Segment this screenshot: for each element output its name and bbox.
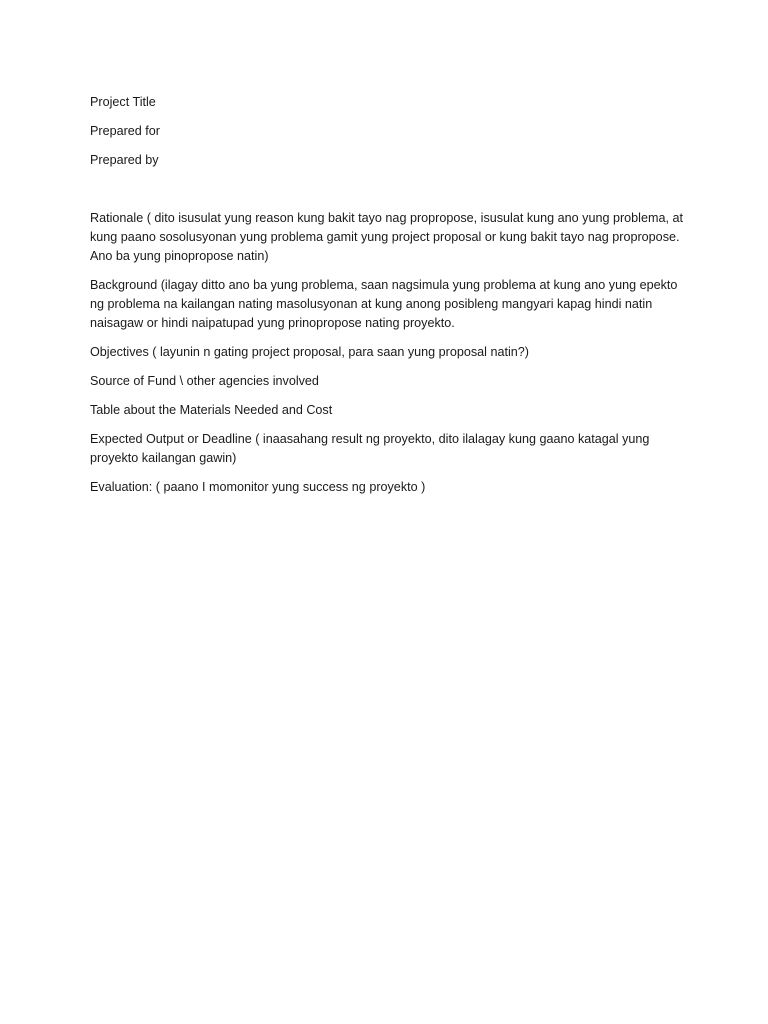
expected-output-paragraph: Expected Output or Deadline ( inaasahang result ng proyekto, dito ilalagay kung gaano katagal yung proyekto kailangan gawin) [90, 432, 650, 465]
objectives-paragraph: Objectives ( layunin n gating project proposal, para saan yung proposal natin?) [90, 345, 529, 359]
document-content [90, 93, 686, 507]
header-block [90, 93, 686, 170]
rationale-paragraph: Rationale ( dito isusulat yung reason kung bakit tayo nag propropose, isusulat kung ano yung problema, at kung paano sosolusyonan yung problema gamit yung project proposal or kung bakit tayo nag propropose. Ano ba yung pinopropose natin) [90, 211, 683, 263]
evaluation-paragraph: Evaluation: ( paano I momonitor yung success ng proyekto ) [90, 480, 426, 494]
prepared-for-line: Prepared for [90, 124, 161, 138]
prepared-by-line: Prepared by [90, 153, 159, 167]
section-spacer [90, 180, 686, 209]
background-paragraph: Background (ilagay ditto ano ba yung problema, saan nagsimula yung problema at kung ano yung epekto ng problema na kailangan nating masolusyonan at kung anong posibleng mangyari kapag hindi natin naisagaw or hindi naipatupad yung prinopropose nating proyekto. [90, 278, 678, 330]
source-of-fund-paragraph: Source of Fund \ other agencies involved [90, 374, 319, 388]
materials-table-paragraph: Table about the Materials Needed and Cost [90, 403, 333, 417]
project-title-line: Project Title [90, 95, 156, 109]
